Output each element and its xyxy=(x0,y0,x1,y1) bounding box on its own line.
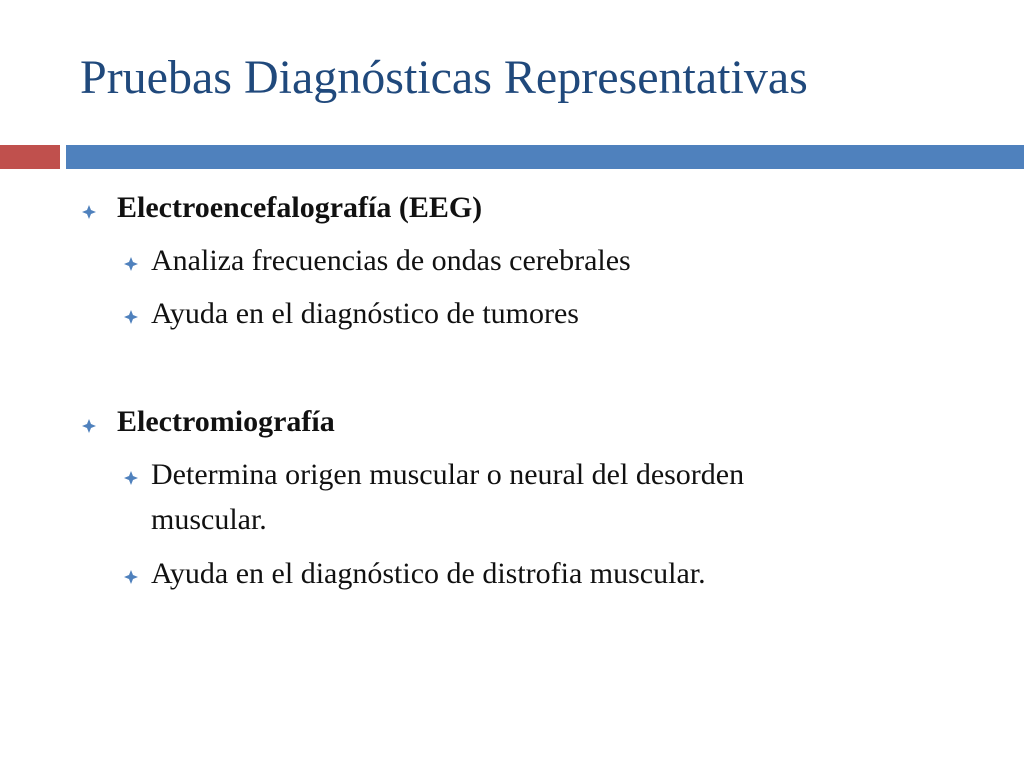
slide-title: Pruebas Diagnósticas Representativas xyxy=(80,51,808,104)
diamond-bullet-icon xyxy=(82,205,96,219)
diamond-bullet-icon xyxy=(124,257,138,271)
list-item-continuation: muscular. xyxy=(151,503,267,536)
diamond-bullet-icon xyxy=(124,310,138,324)
list-item: Determina origen muscular o neural del desorden xyxy=(151,458,745,491)
section-heading-emg: Electromiografía xyxy=(117,405,335,438)
accent-bar-blue xyxy=(66,145,1024,169)
diamond-bullet-icon xyxy=(82,419,96,433)
diamond-bullet-icon xyxy=(124,570,138,584)
accent-bar-red xyxy=(0,145,60,169)
list-item: Analiza frecuencias de ondas cerebrales xyxy=(151,244,631,277)
list-item: Ayuda en el diagnóstico de tumores xyxy=(151,297,579,330)
section-heading-eeg: Electroencefalografía (EEG) xyxy=(117,191,483,224)
diamond-bullet-icon xyxy=(124,471,138,485)
list-item: Ayuda en el diagnóstico de distrofia muscular. xyxy=(151,557,706,590)
